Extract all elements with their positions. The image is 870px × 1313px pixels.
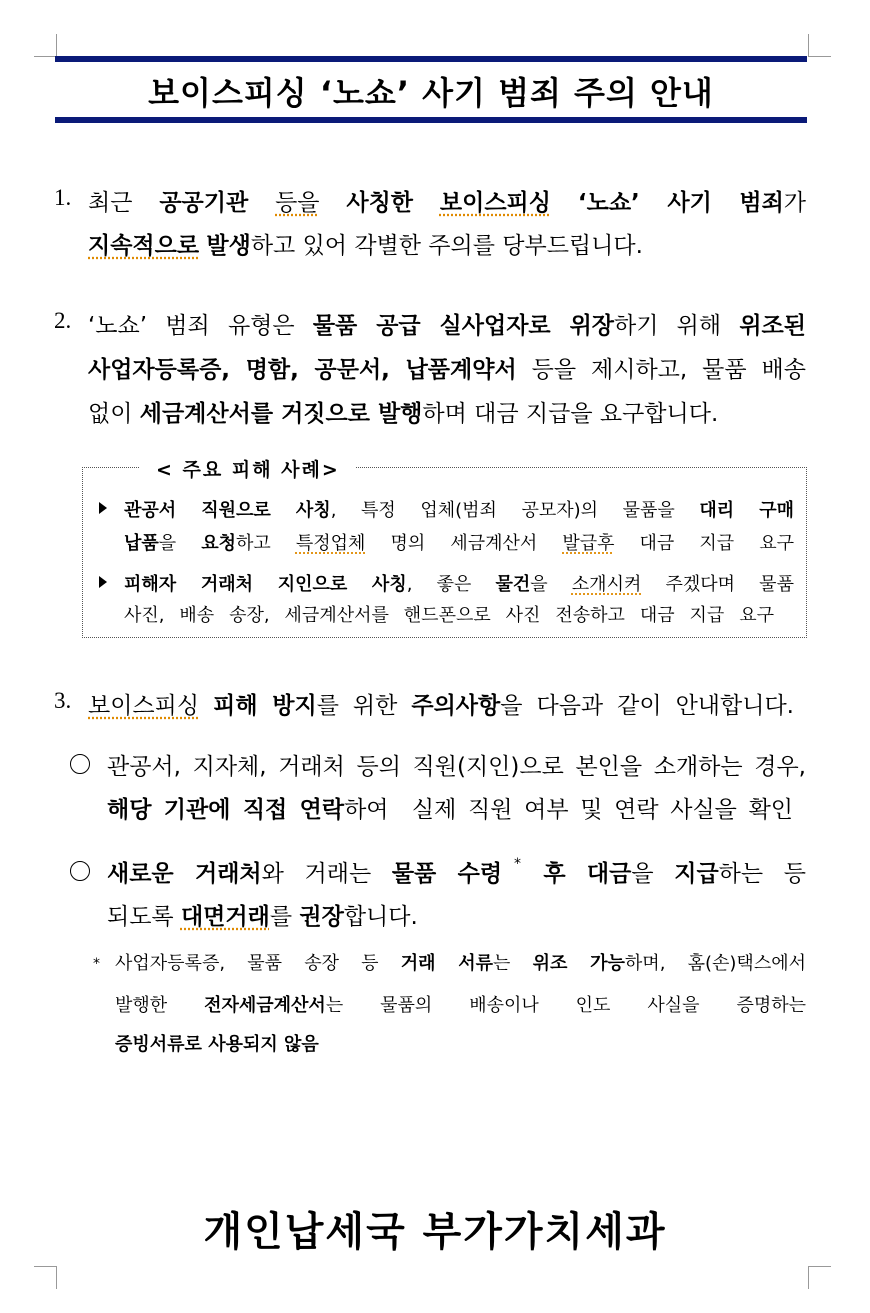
page-title: 보이스피싱 ‘노쇼’ 사기 범죄 주의 안내	[148, 74, 714, 112]
crop-mark-top-left	[34, 34, 57, 57]
text-segment: 하여 실제 직원 여부 및 연락 사실을 확인	[344, 797, 794, 823]
text-segment: 지속적으로	[88, 233, 200, 259]
tip-line	[107, 748, 806, 781]
text-segment: 주의사항	[411, 693, 501, 719]
text-segment: 해당 기관에 직접 연락	[107, 797, 345, 823]
text-segment: 후 대금	[543, 861, 632, 887]
text-segment: 하기 위해	[614, 313, 740, 339]
text-segment: 보이스피싱	[439, 190, 551, 216]
text-segment: 요청	[201, 533, 237, 554]
text-segment: 발행한	[115, 995, 205, 1016]
text-segment: 특정업체	[295, 533, 366, 554]
text-segment: 새로운 거래처	[107, 861, 262, 887]
damage-cases-title: < 주요 피해 사례>	[140, 455, 356, 482]
text-segment: 관공서, 지자체, 거래처 등의 직원(지인)으로 본인을 소개하는 경우,	[107, 754, 806, 780]
crop-mark-bottom-left	[34, 1266, 57, 1289]
item-2-line	[88, 307, 806, 340]
text-segment: 증빙서류로 사용되지 않음	[115, 1034, 319, 1055]
text-segment: 하는 등	[718, 861, 806, 887]
text-segment: 을	[631, 861, 675, 887]
text-segment: 지급	[674, 861, 719, 887]
item-number: 2.	[54, 308, 72, 333]
text-segment: 발생	[206, 233, 251, 259]
text-segment: 등을	[275, 190, 320, 216]
item-3-line	[88, 687, 794, 720]
text-segment: 전자세금계산서	[204, 995, 326, 1016]
item-number: 3.	[54, 688, 72, 713]
text-segment: ‘노쇼’ 사기 범죄	[577, 190, 784, 216]
text-segment: 소개시켜	[571, 574, 642, 595]
text-segment: 명의 세금계산서	[365, 533, 563, 554]
text-segment: 대금 지급 요구	[614, 533, 794, 554]
text-segment: 가	[783, 190, 807, 216]
text-segment: 대리 구매	[699, 500, 795, 521]
text-segment: 는 물품의 배송이나 인도 사실을 증명하는	[325, 995, 807, 1016]
case-line	[124, 570, 794, 596]
case-line	[124, 496, 794, 522]
text-segment: 최근	[88, 190, 160, 216]
text-segment: 위조된	[739, 313, 806, 339]
text-segment: 는	[493, 953, 533, 974]
text-segment: 세금계산서를 거짓으로 발행	[139, 401, 423, 427]
crop-mark-bottom-right	[808, 1266, 831, 1289]
text-segment: 피해자 거래처 지인으로 사칭	[124, 574, 407, 595]
text-segment: 사진, 배송 송장, 세금계산서를 핸드폰으로 사진 전송하고 대금 지급 요구	[124, 605, 774, 626]
text-segment: 피해 방지	[213, 693, 317, 719]
item-1-line	[88, 184, 806, 217]
circle-bullet-icon	[70, 861, 90, 881]
text-segment: , 좋은	[406, 574, 496, 595]
triangle-bullet-icon	[99, 576, 107, 588]
text-segment	[248, 190, 275, 216]
text-segment: 대면거래	[180, 904, 270, 930]
text-segment	[413, 190, 440, 216]
text-segment: 를	[269, 904, 300, 930]
case-line	[124, 529, 794, 555]
text-segment: 를 위한	[316, 693, 412, 719]
text-segment: 하고	[236, 533, 296, 554]
text-segment: 합니다.	[343, 904, 418, 930]
title-bar-bottom	[55, 117, 807, 123]
footnote-line	[115, 991, 806, 1017]
issuing-department: 개인납세국 부가가치세과	[203, 1209, 667, 1255]
item-2-line	[88, 395, 718, 428]
footnote-reference: *	[514, 856, 521, 872]
text-segment: ‘노쇼’ 범죄 유형은	[88, 313, 313, 339]
text-segment: 물품 공급 실사업자로 위장	[312, 313, 615, 339]
tip-line	[107, 791, 793, 824]
footnote-marker: *	[93, 956, 100, 972]
tip-line	[107, 898, 418, 931]
text-segment: 되도록	[107, 904, 181, 930]
text-segment: 을 다음과 같이 안내합니다.	[500, 693, 794, 719]
text-segment: 발급후	[562, 533, 615, 554]
text-segment: 공공기관	[159, 190, 249, 216]
text-segment: 사칭한	[346, 190, 414, 216]
text-segment: 거래 서류	[400, 953, 494, 974]
text-segment: 납품	[124, 533, 159, 554]
text-segment: 등을 제시하고, 물품 배송	[516, 357, 806, 383]
text-segment: , 특정 업체(범죄 공모자)의 물품을	[330, 500, 700, 521]
text-segment	[502, 861, 543, 887]
item-1-line	[88, 227, 643, 260]
text-segment: 사업자등록증, 물품 송장 등	[115, 953, 401, 974]
text-segment: 하며 대금 지급을 요구합니다.	[422, 401, 719, 427]
tip-line	[107, 855, 806, 888]
text-segment: 사업자등록증, 명함, 공문서, 납품계약서	[88, 357, 517, 383]
triangle-bullet-icon	[99, 502, 107, 514]
text-segment: 보이스피싱	[88, 693, 200, 719]
item-number: 1.	[54, 185, 72, 210]
text-segment: 물건	[495, 574, 531, 595]
text-segment: 권장	[299, 904, 344, 930]
case-line	[124, 601, 774, 627]
footnote-line	[115, 949, 806, 975]
text-segment: 하며, 홈(손)택스에서	[624, 953, 806, 974]
footnote-line	[115, 1030, 319, 1056]
text-segment: 물품 수령	[391, 861, 503, 887]
text-segment: 주겠다며 물품	[641, 574, 794, 595]
text-segment: 와 거래는	[261, 861, 392, 887]
text-segment: 없이	[88, 401, 140, 427]
text-segment: 을	[158, 533, 202, 554]
text-segment: 하고 있어 각별한 주의를 당부드립니다.	[250, 233, 643, 259]
item-2-line	[88, 351, 806, 384]
crop-mark-top-right	[808, 34, 831, 57]
text-segment: 을	[530, 574, 572, 595]
title-bar-top	[55, 56, 807, 62]
text-segment: 관공서 직원으로 사칭	[124, 500, 331, 521]
circle-bullet-icon	[70, 754, 90, 774]
text-segment	[320, 190, 347, 216]
text-segment	[551, 190, 578, 216]
text-segment: 위조 가능	[532, 953, 625, 974]
text-segment	[199, 693, 213, 719]
